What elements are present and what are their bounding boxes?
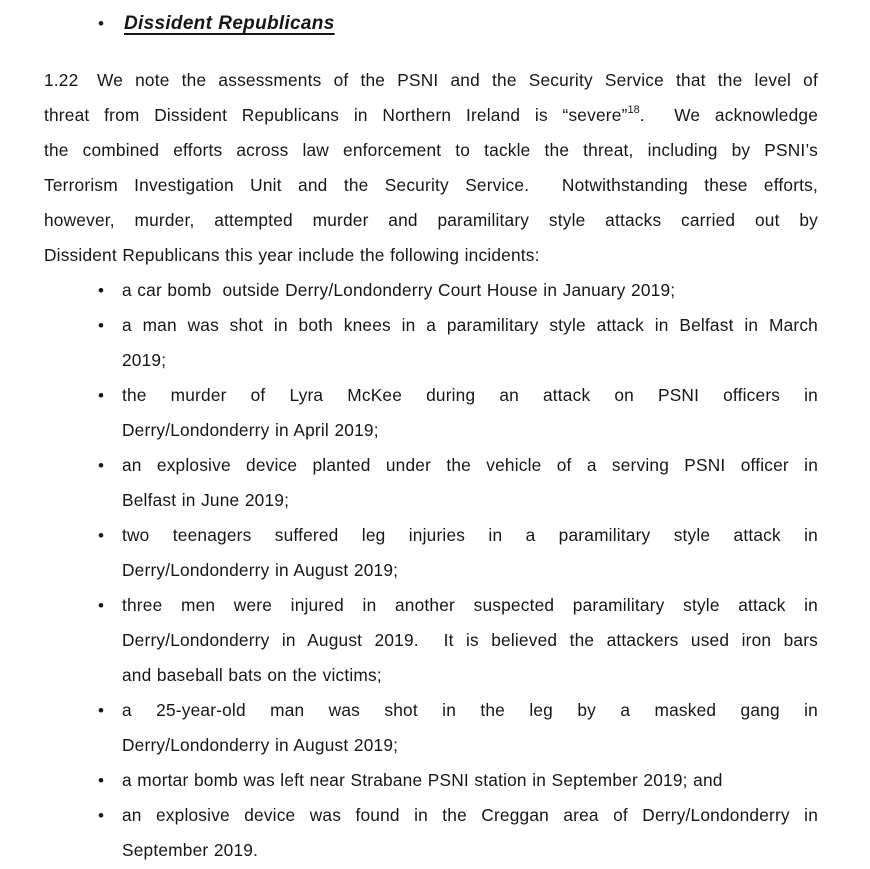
paragraph-line-4: Terrorism Investigation Unit and the Security Service. Notwithstanding these efforts, bbox=[44, 175, 818, 195]
bullet-icon: • bbox=[98, 701, 105, 720]
list-item-line: a man was shot in both knees in a paramilitary style attack in Belfast in March bbox=[122, 315, 818, 335]
list-item bbox=[98, 378, 818, 448]
list-item-line: Derry/Londonderry in August 2019; bbox=[122, 560, 399, 580]
paragraph-line-text: We note the assessments of the PSNI and the Security Service that the level of bbox=[97, 70, 818, 90]
paragraph-line-3: the combined efforts across law enforcement to tackle the threat, including by PSNI’s bbox=[44, 140, 818, 160]
paragraph-1-22 bbox=[44, 63, 818, 273]
list-item-line: a car bomb outside Derry/Londonderry Court House in January 2019; bbox=[122, 280, 676, 300]
bullet-icon: • bbox=[98, 596, 105, 615]
list-item bbox=[98, 763, 818, 798]
paragraph-line-text: threat from Dissident Republicans in Northern Ireland is “severe” bbox=[44, 105, 628, 125]
bullet-icon: • bbox=[98, 526, 105, 545]
section-heading bbox=[98, 6, 818, 41]
list-item-line: three men were injured in another suspected paramilitary style attack in bbox=[122, 595, 818, 615]
list-item-line: the murder of Lyra McKee during an attack on PSNI officers in bbox=[122, 385, 818, 405]
list-item bbox=[98, 693, 818, 763]
list-item-line: Derry/Londonderry in August 2019; bbox=[122, 735, 399, 755]
incident-bullet-list bbox=[44, 273, 818, 868]
list-item-line: September 2019. bbox=[122, 840, 259, 860]
paragraph-line-1 bbox=[44, 63, 818, 98]
bullet-icon: • bbox=[98, 14, 105, 33]
list-item-line: Derry/Londonderry in August 2019. It is believed the attackers used iron bars bbox=[122, 630, 818, 650]
list-item bbox=[98, 588, 818, 693]
bullet-icon: • bbox=[98, 806, 105, 825]
list-item-line: 2019; bbox=[122, 350, 167, 370]
bullet-icon: • bbox=[98, 456, 105, 475]
paragraph-line-text: . We acknowledge bbox=[639, 105, 819, 125]
list-item-line: Belfast in June 2019; bbox=[122, 490, 290, 510]
paragraph-line-5: however, murder, attempted murder and paramilitary style attacks carried out by bbox=[44, 210, 818, 230]
paragraph-number: 1.22 bbox=[44, 70, 79, 90]
list-item-line: an explosive device was found in the Creggan area of Derry/Londonderry in bbox=[122, 805, 818, 825]
bullet-icon: • bbox=[98, 316, 105, 335]
bullet-icon: • bbox=[98, 386, 105, 405]
list-item bbox=[98, 448, 818, 518]
section-heading-title: Dissident Republicans bbox=[124, 13, 335, 34]
list-item-line: two teenagers suffered leg injuries in a paramilitary style attack in bbox=[122, 525, 818, 545]
bullet-icon: • bbox=[98, 281, 105, 300]
list-item-line: an explosive device planted under the vehicle of a serving PSNI officer in bbox=[122, 455, 818, 475]
footnote-reference-18: 18 bbox=[627, 104, 640, 117]
list-item-line: a mortar bomb was left near Strabane PSNI station in September 2019; and bbox=[122, 770, 723, 790]
list-item bbox=[98, 518, 818, 588]
list-item bbox=[98, 308, 818, 378]
list-item-line: and baseball bats on the victims; bbox=[122, 665, 382, 685]
paragraph-line-6: Dissident Republicans this year include the following incidents: bbox=[44, 245, 540, 265]
paragraph-line-2 bbox=[44, 98, 818, 133]
bullet-icon: • bbox=[98, 771, 105, 790]
list-item-line: a 25-year-old man was shot in the leg by a masked gang in bbox=[122, 700, 818, 720]
list-item-line: Derry/Londonderry in April 2019; bbox=[122, 420, 379, 440]
list-item bbox=[98, 273, 818, 308]
list-item bbox=[98, 798, 818, 868]
